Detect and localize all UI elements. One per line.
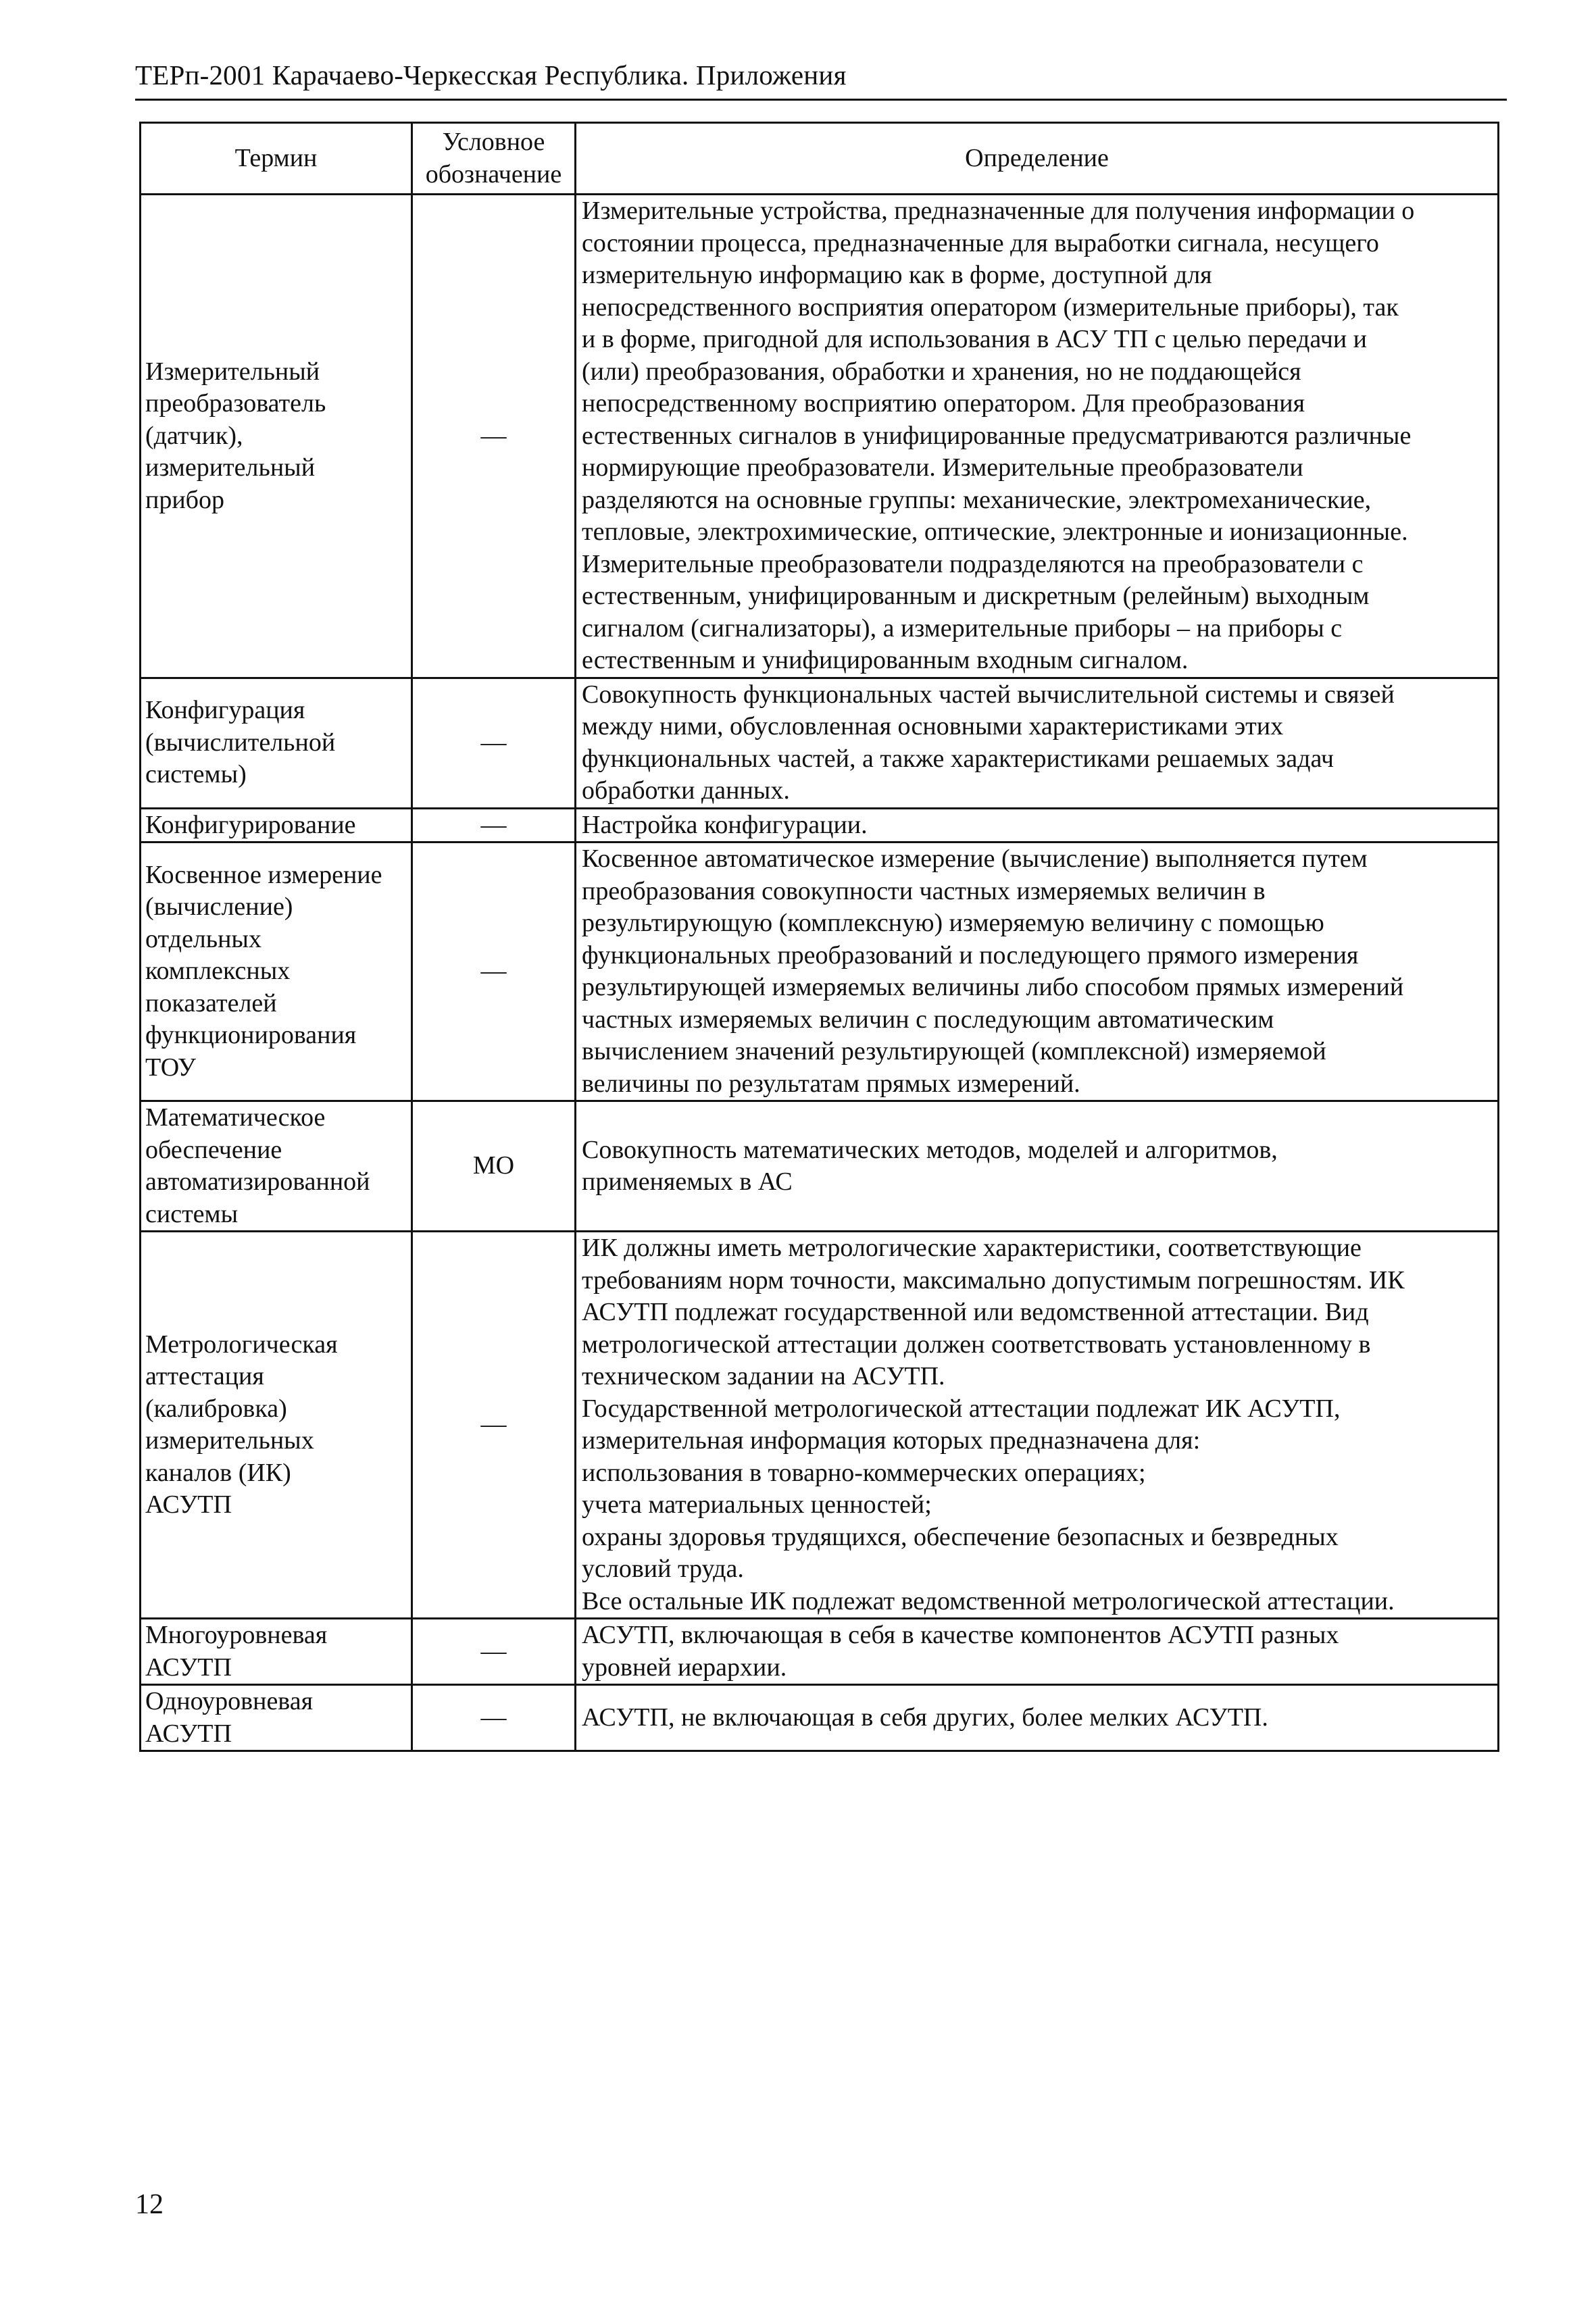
definition-line: требованиям норм точности, максимально допустимым погрешностям. ИК bbox=[582, 1265, 1405, 1294]
symbol-cell: — bbox=[412, 678, 576, 808]
table-row bbox=[141, 678, 1499, 808]
definition-line: ИК должны иметь метрологические характеристики, соответствующие bbox=[582, 1234, 1362, 1262]
term-line: Одноуровневая bbox=[145, 1687, 314, 1715]
term-line: Косвенное измерение bbox=[145, 860, 382, 889]
definition-line: результирующую (комплексную) измеряемую величину с помощью bbox=[582, 909, 1324, 937]
definition-line: применяемых в АС bbox=[582, 1167, 793, 1196]
definition-line: измерительная информация которых предназначена для: bbox=[582, 1426, 1201, 1455]
term-line: преобразователь bbox=[145, 389, 326, 418]
symbol-cell: — bbox=[412, 842, 576, 1101]
definition-line: естественных сигналов в унифицированные предусматриваются различные bbox=[582, 421, 1412, 450]
definition-line: естественным, унифицированным и дискретным (релейным) выходным bbox=[582, 582, 1370, 610]
definition-line: состоянии процесса, предназначенные для выработки сигнала, несущего bbox=[582, 228, 1379, 257]
symbol-cell: МО bbox=[412, 1101, 576, 1232]
definition-line: АСУТП, не включающая в себя других, более мелких АСУТП. bbox=[582, 1703, 1268, 1732]
column-header-symbol bbox=[412, 123, 576, 195]
definition-line: и в форме, пригодной для использования в АСУ ТП с целью передачи и bbox=[582, 325, 1367, 353]
term-line: Конфигурация bbox=[145, 696, 305, 725]
definition-cell bbox=[576, 678, 1499, 808]
table-row bbox=[141, 195, 1499, 678]
definition-line: АСУТП подлежат государственной или ведомственной аттестации. Вид bbox=[582, 1298, 1369, 1326]
definition-line: тепловые, электрохимические, оптические, электронные и ионизационные. bbox=[582, 518, 1408, 546]
definition-cell bbox=[576, 808, 1499, 842]
column-header-symbol-line: Условное bbox=[442, 128, 545, 156]
definition-line: вычислением значений результирующей (комплексной) измеряемой bbox=[582, 1037, 1326, 1065]
term-cell bbox=[141, 1619, 412, 1685]
symbol-cell: — bbox=[412, 1685, 576, 1751]
definition-cell bbox=[576, 1685, 1499, 1751]
table-row bbox=[141, 808, 1499, 842]
term-line: (вычисление) bbox=[145, 892, 293, 922]
term-line: аттестация bbox=[145, 1362, 264, 1390]
term-cell bbox=[141, 1101, 412, 1232]
page-number: 12 bbox=[135, 2189, 164, 2220]
term-cell bbox=[141, 195, 412, 678]
definition-line: Совокупность математических методов, моделей и алгоритмов, bbox=[582, 1135, 1278, 1164]
term-cell bbox=[141, 1685, 412, 1751]
terms-table bbox=[139, 122, 1499, 1752]
term-line: комплексных bbox=[145, 957, 291, 986]
definition-cell bbox=[576, 842, 1499, 1101]
term-line: каналов (ИК) bbox=[145, 1458, 291, 1487]
definition-line: преобразования совокупности частных измеряемых величин в bbox=[582, 876, 1266, 905]
term-cell bbox=[141, 842, 412, 1101]
definition-line: Государственной метрологической аттестации подлежат ИК АСУТП, bbox=[582, 1394, 1341, 1423]
definition-line: функциональных частей, а также характеристиками решаемых задач bbox=[582, 744, 1334, 773]
definition-line: естественным и унифицированным входным сигналом. bbox=[582, 646, 1189, 674]
definition-line: (или) преобразования, обработки и хранения, но не поддающейся bbox=[582, 357, 1301, 386]
definition-line: нормирующие преобразователи. Измерительные преобразователи bbox=[582, 453, 1303, 482]
table-row bbox=[141, 1101, 1499, 1232]
term-line: показателей bbox=[145, 988, 277, 1017]
header-rule bbox=[135, 99, 1507, 101]
definition-line: использования в товарно-коммерческих операциях; bbox=[582, 1458, 1146, 1487]
term-line: Математическое bbox=[145, 1103, 326, 1132]
symbol-cell: — bbox=[412, 808, 576, 842]
definition-line: Совокупность функциональных частей вычислительной системы и связей bbox=[582, 680, 1395, 709]
definition-cell bbox=[576, 1101, 1499, 1232]
term-line: (калибровка) bbox=[145, 1394, 287, 1423]
term-line: системы) bbox=[145, 760, 247, 789]
terms-table-body bbox=[141, 195, 1499, 1751]
definition-line: условий труда. bbox=[582, 1555, 744, 1583]
definition-line: Измерительные преобразователи подразделяются на преобразователи с bbox=[582, 549, 1364, 578]
term-line: АСУТП bbox=[145, 1653, 232, 1682]
table-row bbox=[141, 1232, 1499, 1619]
definition-line: измерительную информацию как в форме, доступной для bbox=[582, 261, 1212, 289]
symbol-cell: — bbox=[412, 195, 576, 678]
term-line: Конфигурирование bbox=[145, 810, 356, 839]
symbol-cell: — bbox=[412, 1232, 576, 1619]
term-line: системы bbox=[145, 1199, 239, 1228]
term-line: Метрологическая bbox=[145, 1330, 338, 1359]
term-line: АСУТП bbox=[145, 1490, 232, 1519]
definition-line: непосредственного восприятия оператором (измерительные приборы), так bbox=[582, 293, 1399, 322]
running-header: ТЕРп-2001 Карачаево-Черкесская Республика. Приложения bbox=[135, 59, 847, 91]
definition-cell bbox=[576, 1232, 1499, 1619]
term-line: Многоуровневая bbox=[145, 1621, 328, 1649]
term-line: обеспечение bbox=[145, 1135, 282, 1164]
definition-line: учета материальных ценностей; bbox=[582, 1490, 932, 1519]
definition-line: между ними, обусловленная основными характеристиками этих bbox=[582, 712, 1284, 740]
definition-line: АСУТП, включающая в себя в качестве компонентов АСУТП разных bbox=[582, 1621, 1339, 1649]
term-line: ТОУ bbox=[145, 1053, 196, 1082]
definition-line: Все остальные ИК подлежат ведомственной метрологической аттестации. bbox=[582, 1586, 1395, 1615]
term-line: автоматизированной bbox=[145, 1167, 370, 1196]
definition-line: непосредственному восприятию оператором. Для преобразования bbox=[582, 389, 1305, 418]
term-cell bbox=[141, 1232, 412, 1619]
definition-line: результирующей измеряемых величины либо способом прямых измерений bbox=[582, 973, 1404, 1001]
definition-line: разделяются на основные группы: механические, электромеханические, bbox=[582, 485, 1372, 514]
table-header-row bbox=[141, 123, 1499, 195]
term-line: (вычислительной bbox=[145, 728, 336, 757]
definition-line: метрологической аттестации должен соответствовать установленному в bbox=[582, 1330, 1371, 1359]
column-header-term: Термин bbox=[141, 123, 412, 195]
table-row bbox=[141, 1619, 1499, 1685]
definition-line: обработки данных. bbox=[582, 776, 790, 805]
term-line: Измерительный bbox=[145, 357, 320, 386]
column-header-definition: Определение bbox=[576, 123, 1499, 195]
term-line: измерительных bbox=[145, 1426, 314, 1455]
definition-line: Измерительные устройства, предназначенные для получения информации о bbox=[582, 197, 1415, 225]
term-line: прибор bbox=[145, 485, 225, 514]
term-cell bbox=[141, 808, 412, 842]
definition-line: Косвенное автоматическое измерение (вычисление) выполняется путем bbox=[582, 845, 1368, 873]
definition-line: охраны здоровья трудящихся, обеспечение безопасных и безвредных bbox=[582, 1522, 1339, 1551]
term-line: измерительный bbox=[145, 453, 316, 482]
definition-line: величины по результатам прямых измерений. bbox=[582, 1069, 1080, 1098]
table-row bbox=[141, 1685, 1499, 1751]
definition-line: уровней иерархии. bbox=[582, 1653, 787, 1682]
definition-cell bbox=[576, 195, 1499, 678]
definition-line: сигналом (сигнализаторы), а измерительные приборы – на приборы с bbox=[582, 613, 1343, 643]
table-row bbox=[141, 842, 1499, 1101]
definition-cell bbox=[576, 1619, 1499, 1685]
definition-line: техническом задании на АСУТП. bbox=[582, 1362, 945, 1390]
term-line: (датчик), bbox=[145, 421, 243, 450]
definition-line: частных измеряемых величин с последующим автоматическим bbox=[582, 1005, 1274, 1034]
term-line: АСУТП bbox=[145, 1719, 232, 1748]
term-line: функционирования bbox=[145, 1021, 357, 1050]
symbol-cell: — bbox=[412, 1619, 576, 1685]
term-line: отдельных bbox=[145, 924, 261, 953]
column-header-symbol-line: обозначение bbox=[425, 159, 562, 188]
term-cell bbox=[141, 678, 412, 808]
definition-line: функциональных преобразований и последующего прямого измерения bbox=[582, 940, 1359, 970]
definition-line: Настройка конфигурации. bbox=[582, 810, 868, 839]
